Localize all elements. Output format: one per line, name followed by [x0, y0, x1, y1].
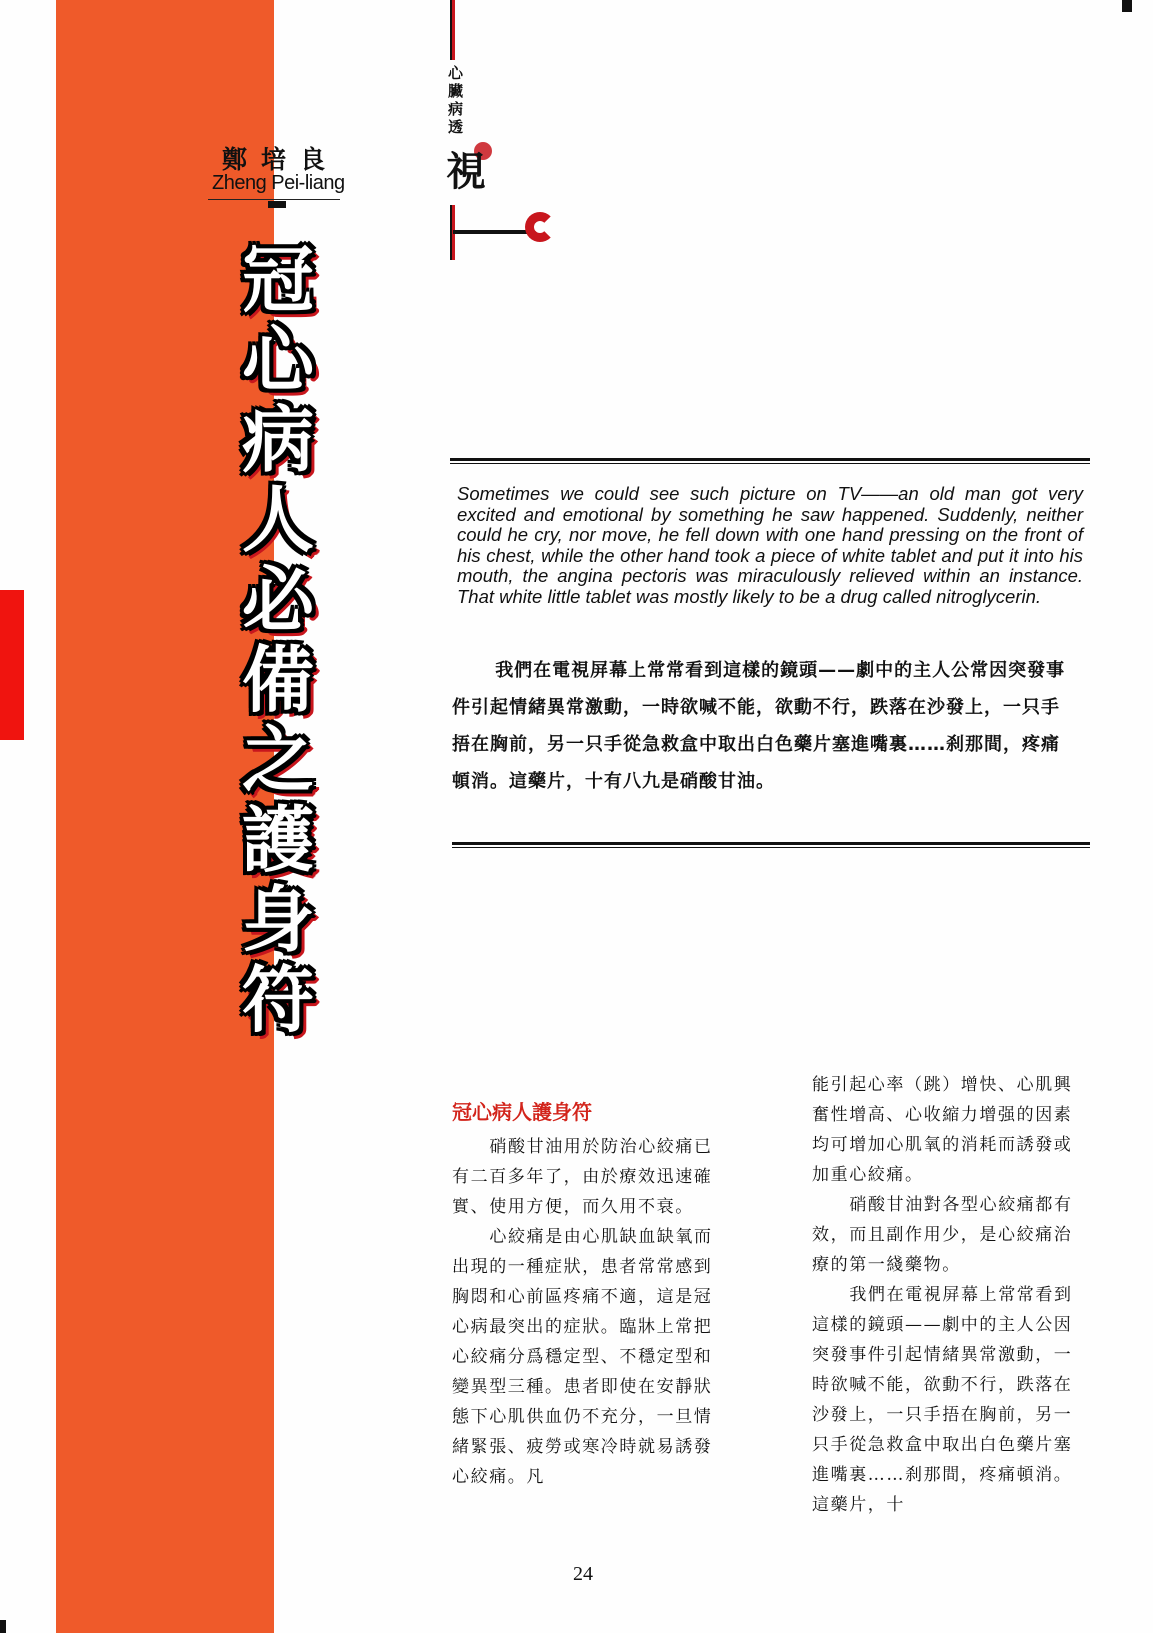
abstract-rule-bottom [452, 842, 1090, 845]
logo-bar-black [450, 0, 452, 60]
paragraph: 心絞痛是由心肌缺血缺氧而出現的一種症狀，患者常常感到胸悶和心前區疼痛不適，這是冠心病最突出的症狀。臨牀上常把心絞痛分爲穩定型、不穩定型和變異型三種。患者即使在安靜狀態下心肌供血仍不充分，一旦情緒緊張、疲勞或寒冷時就易誘發心絞痛。凡 [452, 1227, 713, 1487]
title-char: 必 [241, 558, 314, 642]
paragraph: 能引起心率（跳）增快、心肌興奮性增高、心收縮力增强的因素均可增加心肌氧的消耗而誘發或加重心絞痛。 [812, 1075, 1073, 1185]
author-name-en: Zheng Pei-liang [212, 172, 345, 194]
author-rule [208, 199, 340, 200]
body-column-right [812, 1070, 1088, 1520]
abstract-rule-bottom-thin [452, 847, 1090, 848]
logo-big-char: 視 [446, 149, 486, 195]
body-column-left [452, 1132, 728, 1492]
edge-mark [0, 1620, 6, 1633]
column-logo-text [448, 64, 468, 136]
title-char: 人 [241, 478, 314, 562]
paragraph: 我們在電視屏幕上常常看到這樣的鏡頭——劇中的主人公因突發事件引起情緒異常激動，一時欲喊不能，欲動不行，跌落在沙發上，一只手捂在胸前，另一只手從急救盒中取出白色藥片塞進嘴裏……刹那間，疼痛頓消。這藥片，十 [812, 1285, 1073, 1515]
paragraph: 硝酸甘油用於防治心絞痛已有二百多年了，由於療效迅速確實、使用方便，而久用不衰。 [452, 1137, 713, 1217]
logo-h-crossbar [453, 230, 533, 234]
logo-char: 臟 [448, 82, 464, 100]
logo-c-mark [525, 212, 555, 242]
abstract-rule-top-thin [450, 463, 1090, 464]
page-number: 24 [573, 1563, 593, 1585]
article-title [228, 240, 328, 1040]
section-title: 冠心病人護身符 [452, 1100, 592, 1124]
logo-char: 心 [448, 64, 464, 82]
author-name-zh: 鄭培良 [222, 145, 340, 174]
red-edge-tab [0, 590, 24, 740]
title-char: 冠 [241, 238, 314, 322]
title-char: 符 [241, 958, 314, 1042]
author-tick [268, 201, 286, 208]
title-char: 心 [241, 318, 314, 402]
title-char: 護 [241, 798, 314, 882]
logo-char: 病 [448, 100, 464, 118]
logo-char: 透 [448, 118, 464, 136]
paragraph: 硝酸甘油對各型心絞痛都有效，而且副作用少，是心絞痛治療的第一綫藥物。 [812, 1195, 1073, 1275]
corner-mark [1122, 0, 1132, 12]
logo-h-bar-black [450, 205, 452, 260]
abstract-english: Sometimes we could see such picture on TV——an old man got very excited and emotional by something he saw happened. Suddenly, neither could he cry, nor move, he fell down with one hand pressing on the front of his chest, while the other hand took a piece of white tablet and put it into his mouth, the angina pectoris was miraculously relieved within an instance. That white little tablet was mostly likely to be a drug called nitroglycerin. [457, 483, 1083, 607]
title-char: 身 [241, 878, 314, 962]
abstract-rule-top [450, 458, 1090, 461]
title-char: 病 [241, 398, 314, 482]
title-char: 備 [241, 638, 314, 722]
title-char: 之 [241, 718, 314, 802]
abstract-chinese: 我們在電視屏幕上常常看到這樣的鏡頭——劇中的主人公常因突發事件引起情緒異常激動，一時欲喊不能，欲動不行，跌落在沙發上，一只手捂在胸前，另一只手從急救盒中取出白色藥片塞進嘴裏……刹那間，疼痛頓消。這藥片，十有八九是硝酸甘油。 [452, 660, 1066, 792]
